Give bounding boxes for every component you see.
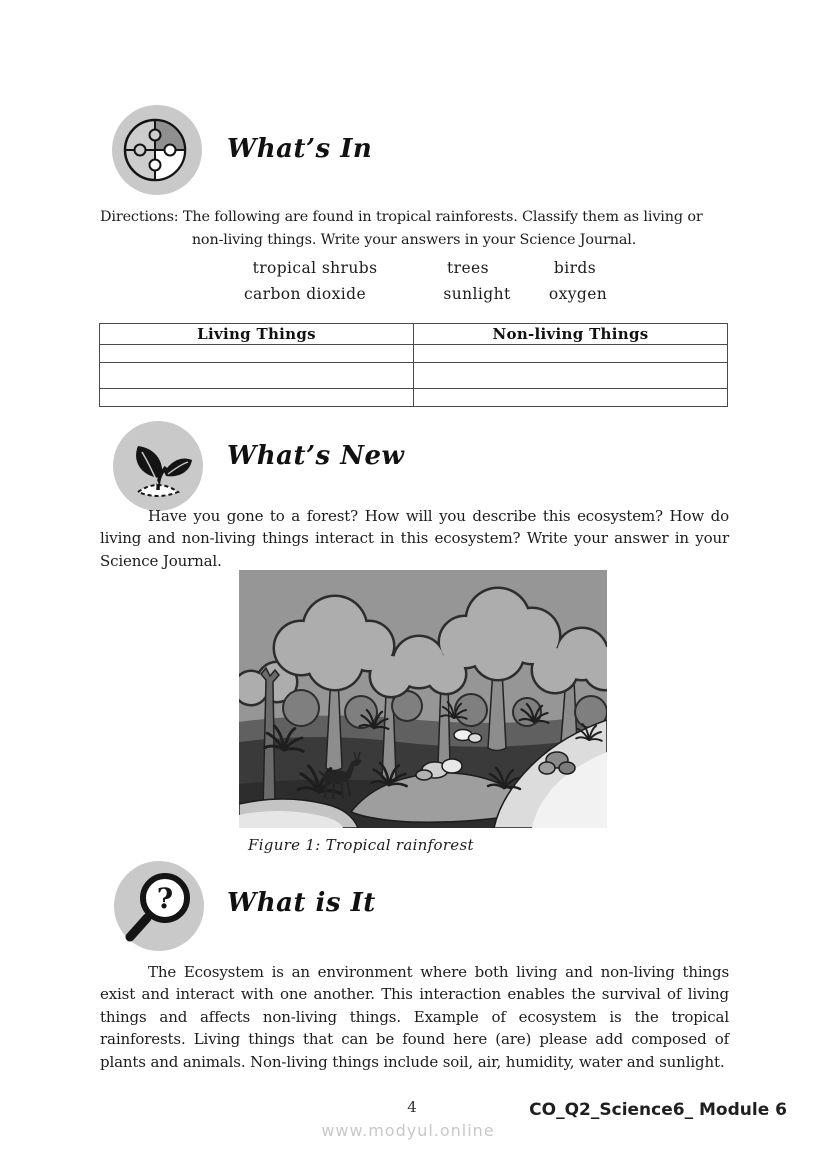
table-cell-empty — [414, 389, 728, 407]
table-header-nonliving-things: Non-living Things — [414, 324, 728, 345]
figure-caption: Figure 1: Tropical rainforest — [248, 836, 474, 854]
whats-new-paragraph: Have you gone to a forest? How will you describe this ecosystem? How do living and non-living things interact in this ecosystem? Write your answer in your Science Journal. — [100, 507, 729, 570]
table-cell-empty — [100, 389, 414, 407]
watermark-url: www.modyul.online — [321, 1121, 495, 1140]
section-title-whats-new: What’s New — [227, 441, 405, 471]
word-bank-item: tropical shrubs — [252, 259, 378, 277]
directions-line-1: Directions: The following are found in tropical rainforests. Classify them as living or — [100, 209, 703, 225]
table-row — [100, 345, 728, 363]
word-bank-item: oxygen — [548, 285, 608, 303]
table-header-row — [100, 324, 728, 345]
word-bank-item: birds — [553, 259, 597, 277]
table-cell-empty — [100, 363, 414, 389]
puzzle-icon — [111, 104, 203, 196]
directions-line-2: non-living things. Write your answers in your Science Journal. — [191, 231, 637, 248]
table-row — [100, 389, 728, 407]
question-mark-glyph: ? — [156, 882, 174, 915]
table-header-living-things: Living Things — [100, 324, 414, 345]
seedling-icon — [112, 420, 204, 512]
table-cell-empty — [100, 345, 414, 363]
word-bank-item: carbon dioxide — [243, 285, 367, 303]
document-code: CO_Q2_Science6_ Module 6 — [529, 1100, 787, 1120]
word-bank-item: sunlight — [443, 285, 511, 303]
section-title-what-is-it: What is It — [227, 888, 376, 918]
ecosystem-paragraph: The Ecosystem is an environment where both living and non-living things exist and interact with one another. This interaction enables the survival of living things and affects non-living things. Example of ecosystem is the tropical rainforests. Living things that can be found here (are) please add composed of plants and animals. Non-living things include soil, air, humidity, water and sunlight. — [100, 963, 729, 1071]
table-cell-empty — [414, 345, 728, 363]
directions-text — [100, 206, 760, 251]
section-title-whats-in: What’s In — [227, 134, 373, 164]
magnifier-question-icon — [113, 860, 205, 952]
classification-table — [99, 323, 728, 407]
table-cell-empty — [414, 363, 728, 389]
rainforest-figure — [239, 570, 607, 828]
word-bank-item: trees — [447, 259, 489, 277]
table-row — [100, 363, 728, 389]
page-number: 4 — [407, 1098, 417, 1116]
rainforest-illustration — [239, 570, 607, 828]
